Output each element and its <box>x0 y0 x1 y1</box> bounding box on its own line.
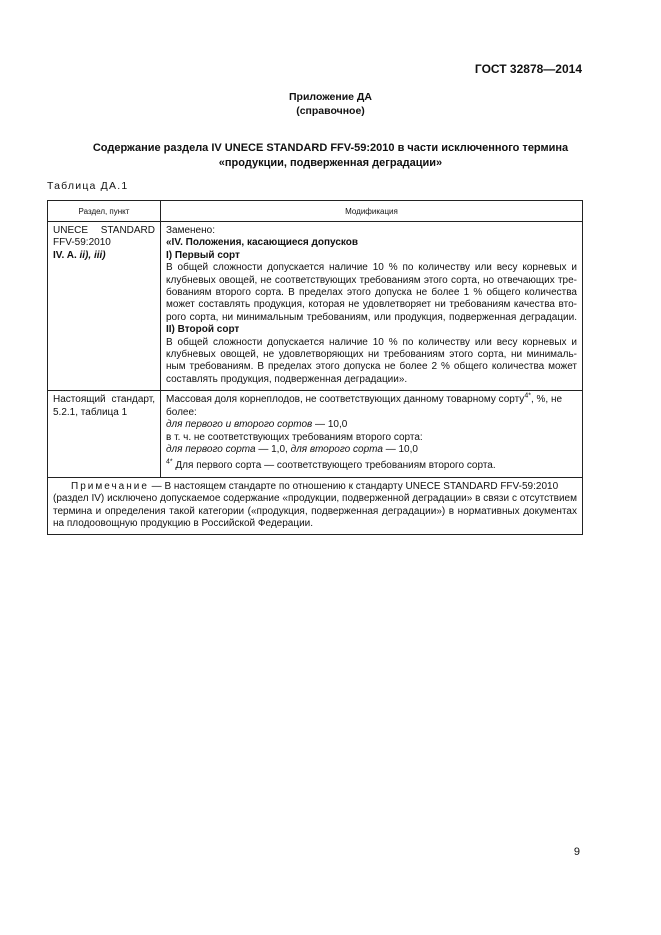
text-line: ным требованиям. В пределах этого допуска не более 2 % общего количества может <box>166 361 577 373</box>
text-line: «IV. Положения, касающиеся допусков <box>166 237 359 249</box>
note-label: Примечание <box>71 480 149 492</box>
modification-cell <box>161 391 583 477</box>
text: — 10,0 <box>382 443 418 455</box>
text-line: клубневых овощей, не соответствующих требованиям этого сорта, но отвечающих тре- <box>166 274 577 286</box>
modification-cell <box>161 222 583 391</box>
footnote <box>166 460 577 472</box>
text: Массовая доля корнеплодов, не соответствующих данному товарному сорту <box>166 394 525 406</box>
table-row <box>48 222 583 391</box>
note-row <box>48 477 583 535</box>
text-line: Настоящий стандарт, <box>53 394 155 406</box>
text-line: FFV-59:2010 <box>53 237 111 249</box>
text-line: В общей сложности допускается наличие 10 % по количеству или весу корневых и <box>166 262 577 274</box>
modification-table <box>47 200 583 535</box>
footnote-text: Для первого сорта — соответствующего требованиям второго сорта. <box>172 460 496 472</box>
text-italic: для второго сорта <box>290 443 383 455</box>
footnote-ref: 4* <box>524 392 531 400</box>
text-italic: ii), iii) <box>79 249 106 261</box>
text: — В настоящем стандарте по отношению к стандарту UNECE STANDARD FFV-59:2010 <box>148 480 559 492</box>
text-bold: IV. A. <box>53 249 80 261</box>
text: , %, не <box>530 394 563 406</box>
text-line: 5.2.1, таблица 1 <box>53 406 128 418</box>
page-number: 9 <box>573 846 580 858</box>
text-line: Заменено: <box>166 225 215 236</box>
text-line: II) Второй сорт <box>166 324 240 336</box>
text-italic: для первого сорта <box>166 443 256 455</box>
section-cell <box>48 391 161 477</box>
text-line: составлять продукция, подверженная деградации». <box>166 373 408 385</box>
table-caption: Таблица ДА.1 <box>47 180 129 192</box>
text-line: В общей сложности допускается наличие 10 % по количеству или весу корневых и <box>166 336 577 348</box>
heading-line-2: «продукции, подверженная деградации» <box>218 157 443 169</box>
footnote-mark: 4* <box>166 458 173 466</box>
text-line: рого сорта, ни минимальным требованиям, или продукция, подверженная деградации. <box>166 311 577 323</box>
text-italic: для первого и второго сортов <box>166 419 313 431</box>
text-line: бованиям второго сорта. В пределах этого допуска не более 1 % общего количества <box>166 287 577 299</box>
text-line: клубневых овощей, не удовлетворяющих ни требованиям этого сорта, ни минималь- <box>166 349 577 361</box>
text-line: UNECE STANDARD <box>53 225 155 236</box>
text-line: термина и определения такой категории («продукция, подверженная деградации») в нормативных документах <box>53 505 577 517</box>
column-header-section: Раздел, пункт <box>48 201 161 222</box>
heading-line-1: Содержание раздела IV UNECE STANDARD FFV-59:2010 в части исключенного термина <box>92 142 569 154</box>
annex-subtitle: (справочное) <box>296 105 365 117</box>
text: — 10,0 <box>312 419 348 431</box>
section-cell <box>48 222 161 391</box>
text: — 1,0, <box>255 443 291 455</box>
table-row <box>48 391 583 477</box>
text-line: на плодоовощную продукцию в Российской Федерации. <box>53 517 314 529</box>
text-line: может составлять продукция, которая не удовлетворяет ни требованиям качества вто- <box>166 299 577 311</box>
note-cell <box>48 477 583 535</box>
document-id: ГОСТ 32878—2014 <box>474 62 582 76</box>
text-line: I) Первый сорт <box>166 249 240 261</box>
column-header-modification: Модификация <box>161 201 583 222</box>
text-line: в т. ч. не соответствующих требованиям второго сорта: <box>166 431 423 443</box>
annex-title: Приложение ДА <box>289 91 372 103</box>
text-line: более: <box>166 406 197 418</box>
text-line: (раздел IV) исключено допускаемое содержание «продукции, подверженной деградации» в связи с отсутствием <box>53 493 577 505</box>
